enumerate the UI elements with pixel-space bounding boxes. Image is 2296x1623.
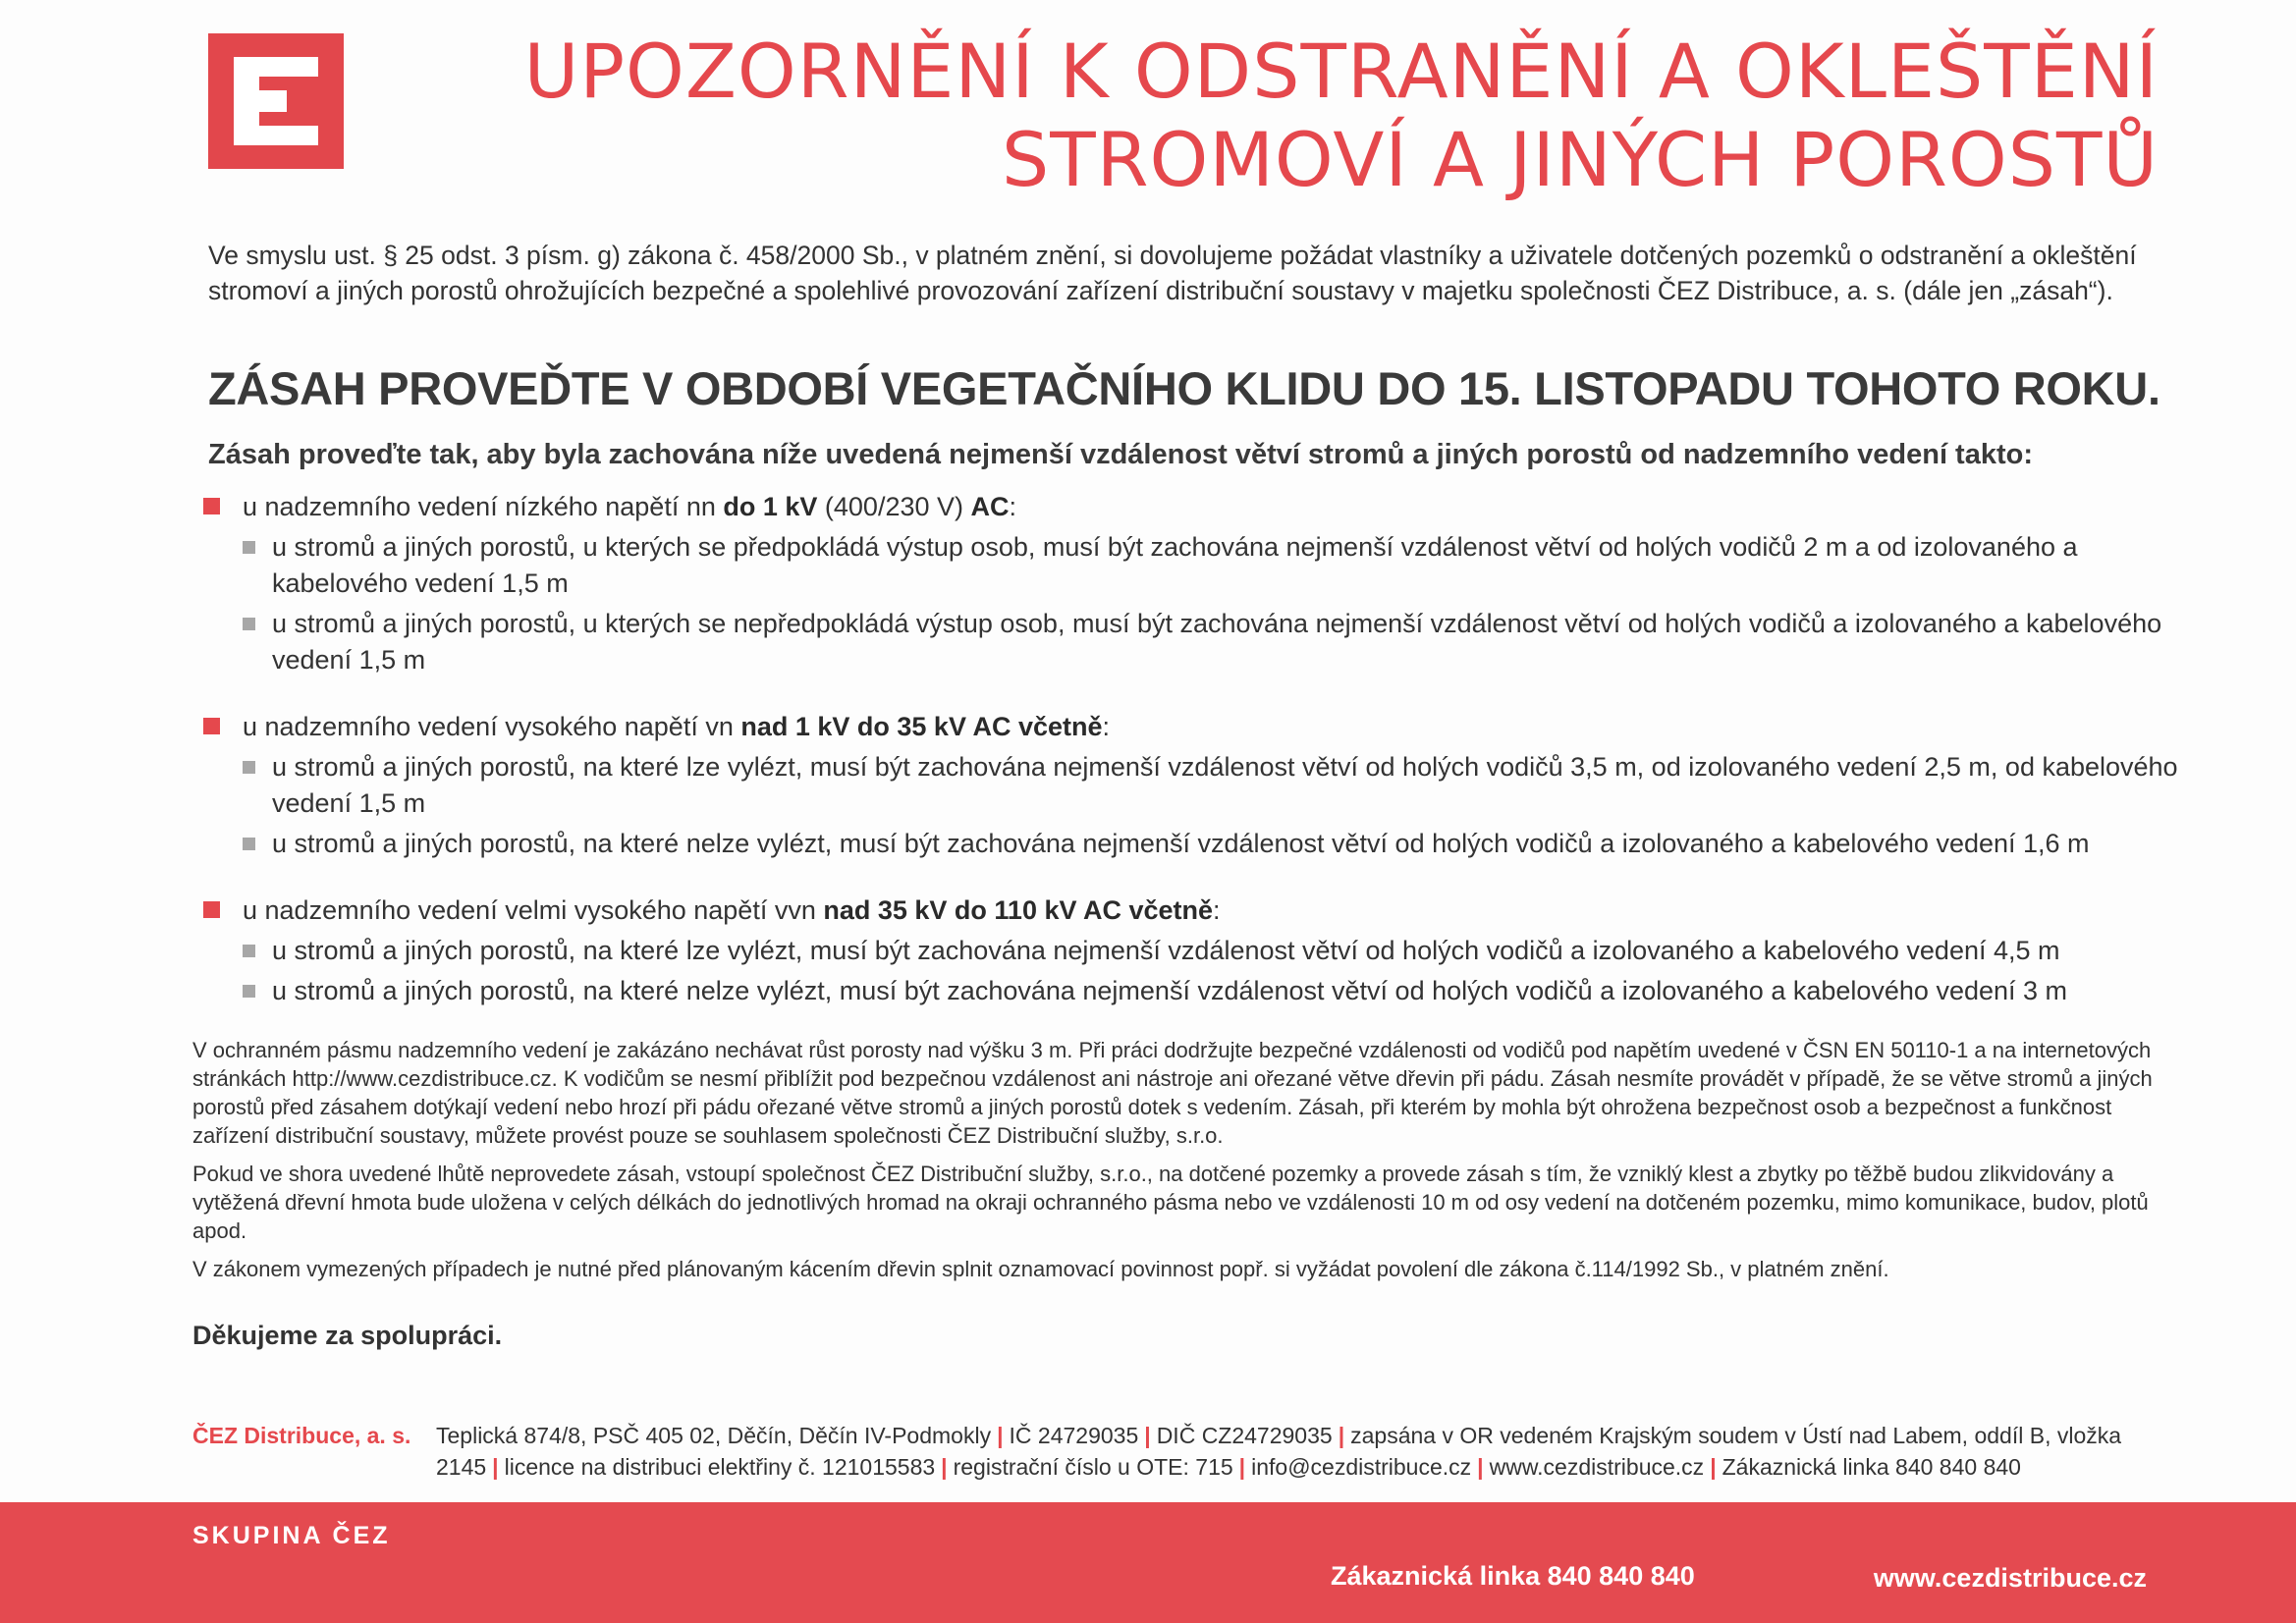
footer-ote: registrační číslo u OTE: 715 [953,1454,1233,1480]
group-item-text: u stromů a jiných porostů, na které lze vylézt, musí být zachována nejmenší vzdálenost větví od holých vodičů a izolovaného a kabelového vedení 4,5 m [272,936,2060,965]
group-item [201,606,2185,678]
footer-website[interactable]: www.cezdistribuce.cz [1489,1454,1705,1480]
separator: | [1477,1454,1484,1480]
group-item-text: u stromů a jiných porostů, u kterých se nepředpokládá výstup osob, musí být zachována nejmenší vzdálenost větví od holých vodičů a izolovaného a kabelového vedení 1,5 m [272,609,2162,675]
group-heading-suffix: : [1009,492,1017,521]
bar-group-name: SKUPINA ČEZ [192,1522,391,1549]
separator: | [1144,1423,1151,1448]
footer-info [192,1420,2166,1483]
separator: | [997,1423,1004,1448]
grey-bullet-icon [243,541,255,554]
notes [192,1036,2166,1293]
separator: | [1338,1423,1345,1448]
group-item-text: u stromů a jiných porostů, na které nelze vylézt, musí být zachována nejmenší vzdálenost větví od holých vodičů a izolovaného a kabelového vedení 3 m [272,976,2068,1005]
group-item-text: u stromů a jiných porostů, na které nelze vylézt, musí být zachována nejmenší vzdálenost větví od holých vodičů a izolovaného a kabelového vedení 1,6 m [272,829,2090,858]
note-paragraph: Pokud ve shora uvedené lhůtě neprovedete zásah, vstoupí společnost ČEZ Distribuční služby, s.r.o., na dotčené pozemky a provede zásah s tím, že vzniklý klest a zbytky po těžbě budou zlikvidovány a vytěžená dřevní hmota bude uložena v celých délkách do jednotlivých hromad na okraji ochranného pásma nebo ve vzdálenosti 10 m od osy vedení na dotčeném pozemku, mimo komunikace, budov, plotů apod. [192,1162,2149,1243]
thanks-text: Děkujeme za spolupráci. [192,1321,503,1350]
group-heading [201,488,2185,525]
grey-bullet-icon [243,761,255,774]
separator: | [1710,1454,1717,1480]
bar-website[interactable]: www.cezdistribuce.cz [1873,1563,2147,1593]
footer-address: Teplická 874/8, PSČ 405 02, Děčín, Děčín IV-Podmokly [436,1423,992,1448]
group-heading-bold: nad 1 kV do 35 kV AC včetně [740,712,1103,741]
subheadline: Zásah proveďte tak, aby byla zachována níže uvedená nejmenší vzdálenost větví stromů a jiných porostů od nadzemního vedení takto: [208,439,2033,470]
footer-licence: licence na distribuci elektřiny č. 121015583 [504,1454,936,1480]
footer-email[interactable]: info@cezdistribuce.cz [1251,1454,1472,1480]
red-bullet-icon [203,498,220,514]
grey-bullet-icon [243,985,255,998]
cez-logo-icon [208,33,344,169]
group-heading-text: u nadzemního vedení vysokého napětí vn [243,712,741,741]
group-heading-text: u nadzemního vedení nízkého napětí nn [243,492,724,521]
separator: | [941,1454,948,1480]
group-item [201,933,2185,969]
title-line-2: STROMOVÍ A JINÝCH POROSTŮ [1002,116,2159,203]
voltage-groups [201,488,2185,1039]
footer-registry: zapsána v OR vedeném Krajským soudem v Ústí nad Labem, oddíl B, vložka 2145 [436,1423,2122,1480]
footer-dic: DIČ CZ24729035 [1156,1423,1333,1448]
separator: | [492,1454,499,1480]
footer-company: ČEZ Distribuce, a. s. [192,1423,411,1448]
group-vvn [201,892,2185,1009]
page-title [524,27,2159,204]
footer-hotline: Zákaznická linka 840 840 840 [1722,1454,2021,1480]
group-heading-suffix: : [1213,895,1221,925]
grey-bullet-icon [243,838,255,850]
grey-bullet-icon [243,618,255,630]
group-heading-text: u nadzemního vedení velmi vysokého napětí vvn [243,895,824,925]
footer-details [436,1420,2166,1483]
group-nn [201,488,2185,678]
group-item [201,973,2185,1009]
group-heading-bold: do 1 kV [723,492,818,521]
title-line-1: UPOZORNĚNÍ K ODSTRANĚNÍ A OKLEŠTĚNÍ [523,27,2159,115]
separator: | [1238,1454,1246,1480]
bar-hotline: Zákaznická linka 840 840 840 [1331,1561,1695,1591]
group-heading [201,708,2185,745]
grey-bullet-icon [243,945,255,957]
group-item [201,529,2185,602]
group-item-text: u stromů a jiných porostů, u kterých se předpokládá výstup osob, musí být zachována nejmenší vzdálenost větví od holých vodičů 2 m a od izolovaného a kabelového vedení 1,5 m [272,532,2078,598]
group-heading-middle: (400/230 V) [817,492,971,521]
note-paragraph: V zákonem vymezených případech je nutné před plánovaným kácením dřevin splnit oznamovací povinnost popř. si vyžádat povolení dle zákona č.114/1992 Sb., v platném znění. [192,1257,1889,1281]
group-heading [201,892,2185,929]
footer-bar [0,1502,2296,1623]
group-heading-suffix: : [1102,712,1111,741]
group-item [201,826,2185,862]
red-bullet-icon [203,901,220,918]
footer-ic: IČ 24729035 [1009,1423,1139,1448]
cez-logo [208,33,344,169]
group-vn [201,708,2185,862]
group-item [201,749,2185,822]
group-heading-bold-2: AC [970,492,1010,521]
note-paragraph: V ochranném pásmu nadzemního vedení je zakázáno nechávat růst porosty nad výšku 3 m. Při práci dodržujte bezpečné vzdálenosti od vodičů pod napětím uvedené v ČSN EN 50110-1 a na internetových stránkách http://www.cezdistribuce.cz. K vodičům se nesmí přiblížit pod bezpečnou vzdálenost ani nástroje ani ořezané větve dřevin při pádu. Zásah nesmíte provádět v případě, že se větve stromů a jiných porostů před zásahem dotýkají vedení nebo hrozí při pádu ořezané větve stromů a jiných porostů dotek s vedením. Zásah, při kterém by mohla být ohrožena bezpečnost osob a bezpečnost a funkčnost zařízení distribuční soustavy, můžete provést pouze se souhlasem společnosti ČEZ Distribuční služby, s.r.o. [192,1038,2153,1148]
group-item-text: u stromů a jiných porostů, na které lze vylézt, musí být zachována nejmenší vzdálenost větví od holých vodičů 3,5 m, od izolovaného vedení 2,5 m, od kabelového vedení 1,5 m [272,752,2178,818]
group-heading-bold: nad 35 kV do 110 kV AC včetně [823,895,1214,925]
red-bullet-icon [203,718,220,734]
headline: ZÁSAH PROVEĎTE V OBDOBÍ VEGETAČNÍHO KLIDU DO 15. LISTOPADU TOHOTO ROKU. [208,362,2160,414]
intro-paragraph: Ve smyslu ust. § 25 odst. 3 písm. g) zákona č. 458/2000 Sb., v platném znění, si dovolujeme požádat vlastníky a uživatele dotčených pozemků o odstranění a okleštění stromoví a jiných porostů ohrožujících bezpečné a spolehlivé provozování zařízení distribuční soustavy v majetku společnosti ČEZ Distribuce, a. s. (dále jen „zásah“). [208,241,2137,305]
